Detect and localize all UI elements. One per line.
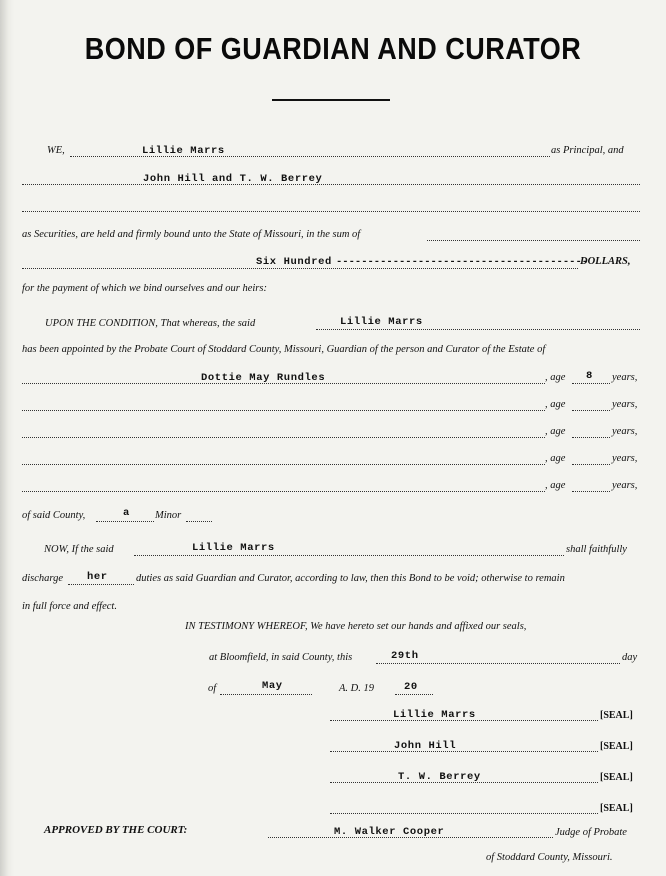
day-line <box>376 663 620 664</box>
minor-line-3 <box>22 437 545 438</box>
sum-line-1 <box>427 240 640 241</box>
principal-value: Lillie Marrs <box>142 145 225 157</box>
we-label: WE, <box>47 145 65 156</box>
minor-line-5 <box>22 491 545 492</box>
securities-line-2 <box>22 211 640 212</box>
signature-1: Lillie Marrs <box>393 709 476 721</box>
securities-line <box>22 184 640 185</box>
securities-value: John Hill and T. W. Berrey <box>143 173 323 185</box>
judge-label: Judge of Probate <box>555 827 627 838</box>
years-label-1: years, <box>612 372 638 383</box>
sum-dash-fill: ---------------------------------------- <box>336 256 589 268</box>
dollars-label: DOLLARS, <box>580 256 631 267</box>
of-said-county-label: of said County, <box>22 510 86 521</box>
document-title: BOND OF GUARDIAN AND CURATOR <box>84 32 582 66</box>
minor-label: Minor <box>155 510 182 521</box>
duties-clause: duties as said Guardian and Curator, according to law, then this Bond to be void; otherwise to remain <box>136 573 565 584</box>
age-line-4 <box>572 464 610 465</box>
age-line-1 <box>572 383 610 384</box>
pronoun-line <box>68 584 134 585</box>
as-securities-label: as Securities, are held and firmly bound unto the State of Missouri, in the sum of <box>22 229 361 240</box>
signature-3: T. W. Berrey <box>398 771 481 783</box>
said-guardian-line <box>316 329 640 330</box>
count-value: a <box>123 507 130 519</box>
minor-trail-line <box>186 521 212 522</box>
seal-label-4: [SEAL] <box>600 803 633 814</box>
testimony-clause: IN TESTIMONY WHEREOF, We have hereto set our hands and affixed our seals, <box>185 621 527 632</box>
month-line <box>220 694 312 695</box>
age-line-2 <box>572 410 610 411</box>
month-value: May <box>262 680 283 692</box>
age-label-1: , age <box>545 372 566 383</box>
age-line-3 <box>572 437 610 438</box>
appointed-clause: has been appointed by the Probate Court of Stoddard County, Missouri, Guardian of the person and Curator of the Estate of <box>22 344 546 355</box>
year-value: 20 <box>404 681 418 693</box>
pronoun-value: her <box>87 571 108 583</box>
signature-line-4 <box>330 813 598 814</box>
approved-label: APPROVED BY THE COURT: <box>44 824 188 836</box>
seal-label-1: [SEAL] <box>600 710 633 721</box>
now-if-label: NOW, If the said <box>44 544 114 555</box>
seal-label-3: [SEAL] <box>600 772 633 783</box>
year-line <box>395 694 433 695</box>
day-value: 29th <box>391 650 419 662</box>
minor-line-4 <box>22 464 545 465</box>
ad-label: A. D. 19 <box>339 683 374 694</box>
minor-age-value: 8 <box>586 370 593 382</box>
upon-condition-label: UPON THE CONDITION, That whereas, the said <box>45 318 256 329</box>
stoddard-label: of Stoddard County, Missouri. <box>486 852 613 863</box>
as-principal-label: as Principal, and <box>551 145 624 156</box>
at-bloomfield-label: at Bloomfield, in said County, this <box>209 652 353 663</box>
title-rule <box>272 99 390 101</box>
now-said-value: Lillie Marrs <box>192 542 275 554</box>
years-label-5: years, <box>612 480 638 491</box>
years-label-3: years, <box>612 426 638 437</box>
minor-name-value: Dottie May Rundles <box>201 372 326 384</box>
full-force-label: in full force and effect. <box>22 601 117 612</box>
age-label-5: , age <box>545 480 566 491</box>
page-binding-edge <box>0 0 14 876</box>
now-said-line <box>134 555 564 556</box>
age-label-4: , age <box>545 453 566 464</box>
count-line <box>96 521 154 522</box>
guardian-name-value: Lillie Marrs <box>340 316 423 328</box>
discharge-label: discharge <box>22 573 64 584</box>
day-label: day <box>622 652 638 663</box>
age-line-5 <box>572 491 610 492</box>
age-label-3: , age <box>545 426 566 437</box>
shall-faithfully-label: shall faithfully <box>566 544 627 555</box>
judge-name-value: M. Walker Cooper <box>334 826 445 838</box>
signature-line-2 <box>330 751 598 752</box>
signature-2: John Hill <box>394 740 457 752</box>
seal-label-2: [SEAL] <box>600 741 633 752</box>
years-label-2: years, <box>612 399 638 410</box>
payment-clause: for the payment of which we bind ourselves and our heirs: <box>22 283 267 294</box>
sum-value: Six Hundred <box>256 256 332 268</box>
years-label-4: years, <box>612 453 638 464</box>
minor-line-2 <box>22 410 545 411</box>
of-label: of <box>208 683 217 694</box>
sum-line <box>22 268 578 269</box>
age-label-2: , age <box>545 399 566 410</box>
